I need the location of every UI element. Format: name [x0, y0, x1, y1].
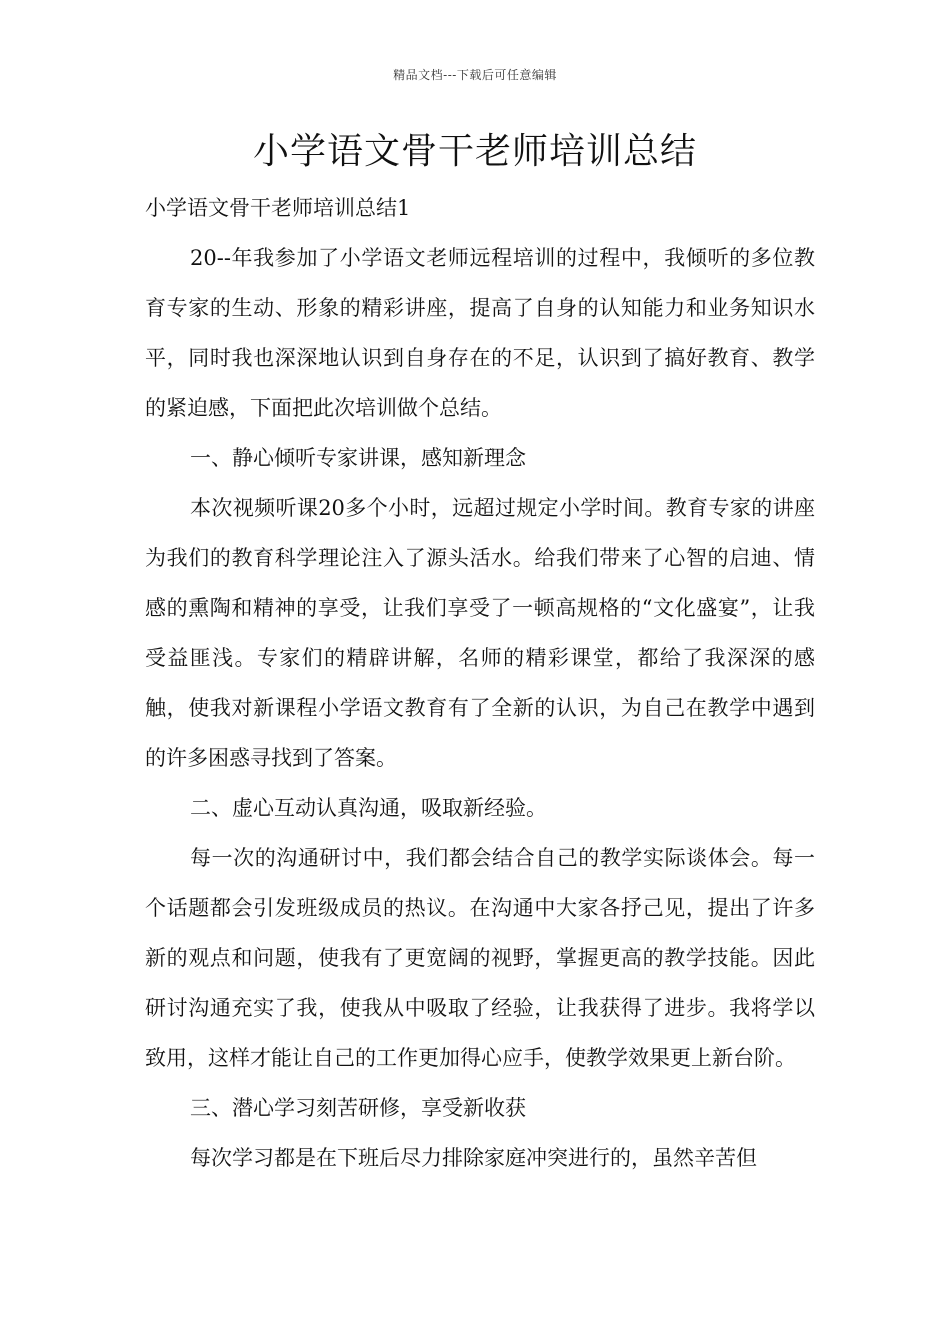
document-body: [145, 183, 815, 1183]
document-title: 小学语文骨干老师培训总结: [252, 131, 697, 172]
header-note: 精品文档---下载后可任意编辑: [393, 68, 557, 82]
heading-section-2: 二、虚心互动认真沟通，吸取新经验。: [190, 796, 547, 820]
paragraph-section-3: 每次学习都是在下班后尽力排除家庭冲突进行的，虽然辛苦但: [190, 1146, 757, 1170]
paragraph-intro: 20--年我参加了小学语文老师远程培训的过程中，我倾听的多位教育专家的生动、形象的精彩讲座，提高了自身的认知能力和业务知识水平，同时我也深深地认识到自身存在的不足，认识到了搞好教育、教学的紧迫感，下面把此次培训做个总结。: [145, 246, 815, 420]
paragraph-section-2: 每一次的沟通研讨中，我们都会结合自己的教学实际谈体会。每一个话题都会引发班级成员的热议。在沟通中大家各抒己见，提出了许多新的观点和问题，使我有了更宽阔的视野，掌握更高的教学技能。因此研讨沟通充实了我，使我从中吸取了经验，让我获得了进步。我将学以致用，这样才能让自己的工作更加得心应手，使教学效果更上新台阶。: [145, 846, 815, 1070]
heading-section-3: 三、潜心学习刻苦研修，享受新收获: [190, 1096, 526, 1120]
section-subtitle: 小学语文骨干老师培训总结1: [145, 196, 411, 220]
paragraph-section-1: 本次视频听课20多个小时，远超过规定小学时间。教育专家的讲座为我们的教育科学理论注入了源头活水。给我们带来了心智的启迪、情感的熏陶和精神的享受，让我们享受了一顿高规格的“文化盛宴”，让我受益匪浅。专家们的精辟讲解，名师的精彩课堂，都给了我深深的感触，使我对新课程小学语文教育有了全新的认识，为自己在教学中遇到的许多困惑寻找到了答案。: [145, 496, 815, 770]
heading-section-1: 一、静心倾听专家讲课，感知新理念: [190, 446, 526, 470]
